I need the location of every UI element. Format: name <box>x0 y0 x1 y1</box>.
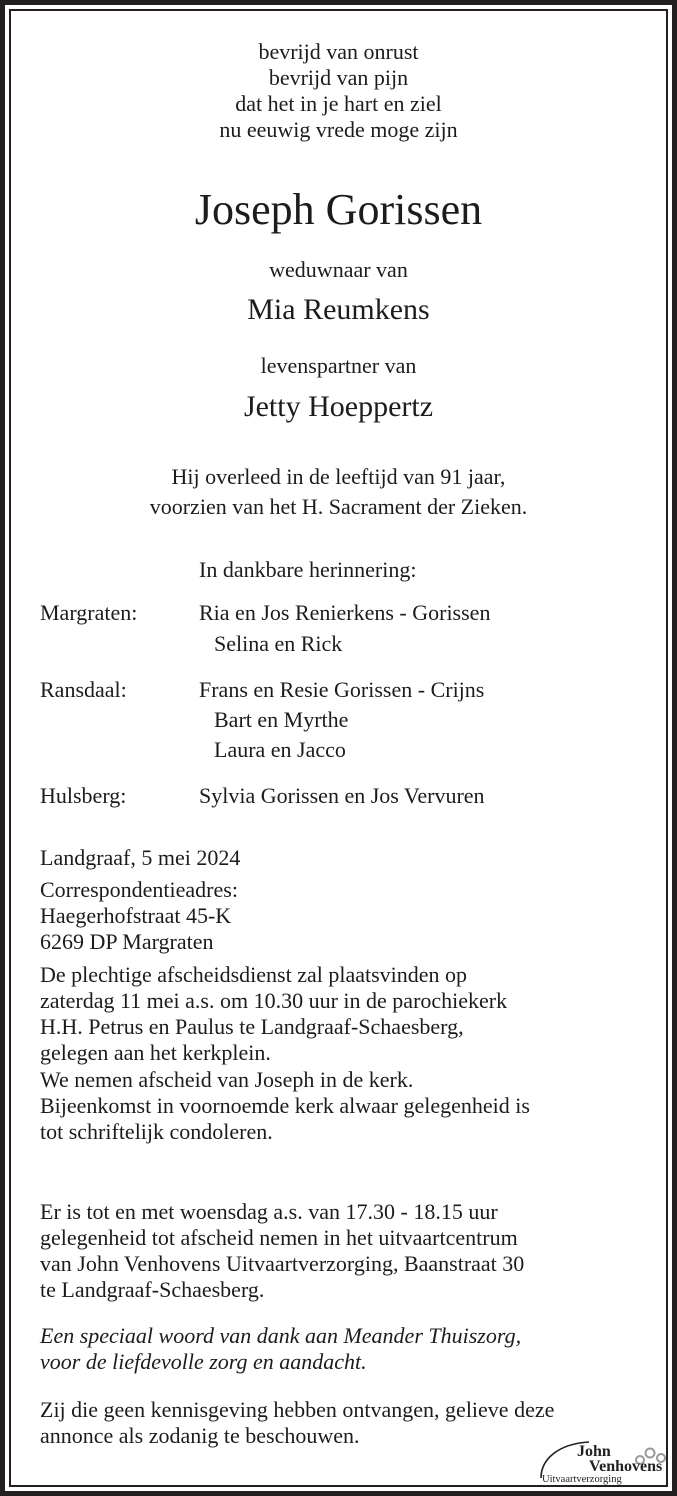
service-line: We nemen afscheid van Joseph in de kerk. <box>40 1067 414 1092</box>
svg-text:Uitvaartverzorging: Uitvaartverzorging <box>542 1474 622 1485</box>
closing-line: Zij die geen kennisgeving hebben ontvangen, gelieve deze <box>40 1397 555 1422</box>
family-line: Bart en Myrthe <box>214 707 349 732</box>
funeral-home-logo <box>537 1438 671 1486</box>
svg-text:John: John <box>577 1443 611 1460</box>
service-line: De plechtige afscheidsdienst zal plaatsvinden op <box>40 962 468 987</box>
family-line: Laura en Jacco <box>214 737 346 762</box>
family-place: Ransdaal: <box>40 677 127 702</box>
deceased-name: Joseph Gorissen <box>194 185 483 234</box>
poem-line: dat het in je hart en ziel <box>235 91 442 116</box>
viewing-line: van John Venhovens Uitvaartverzorging, Baanstraat 30 <box>40 1251 525 1276</box>
place-date: Landgraaf, 5 mei 2024 <box>40 845 241 870</box>
viewing-line: gelegenheid tot afscheid nemen in het uitvaartcentrum <box>40 1225 518 1250</box>
family-line: Selina en Rick <box>214 631 343 656</box>
address-line: Correspondentieadres: <box>40 877 238 902</box>
service-line: H.H. Petrus en Paulus te Landgraaf-Schaesberg, <box>40 1014 464 1039</box>
closing-line: annonce als zodanig te beschouwen. <box>40 1423 360 1448</box>
service-line: zaterdag 11 mei a.s. om 10.30 uur in de parochiekerk <box>40 988 508 1013</box>
service-line: Bijeenkomst in voornoemde kerk alwaar gelegenheid is <box>40 1093 530 1118</box>
poem-line: bevrijd van pijn <box>268 65 409 90</box>
service-line: gelegen aan het kerkplein. <box>40 1040 271 1065</box>
family-line: Sylvia Gorissen en Jos Vervuren <box>199 783 485 808</box>
partner-label: levenspartner van <box>260 353 417 378</box>
widower-label: weduwnaar van <box>269 257 408 282</box>
viewing-line: Er is tot en met woensdag a.s. van 17.30 - 18.15 uur <box>40 1199 498 1224</box>
poem-line: bevrijd van onrust <box>258 39 419 64</box>
address-line: Haegerhofstraat 45-K <box>40 903 232 928</box>
address-line: 6269 DP Margraten <box>40 929 214 954</box>
death-line: Hij overleed in de leeftijd van 91 jaar, <box>171 464 506 489</box>
viewing-line: te Landgraaf-Schaesberg. <box>40 1277 265 1302</box>
svg-text:Venhovens: Venhovens <box>589 1458 663 1475</box>
service-line: tot schriftelijk condoleren. <box>40 1119 273 1144</box>
death-line: voorzien van het H. Sacrament der Zieken. <box>149 494 528 519</box>
family-place: Hulsberg: <box>40 783 127 808</box>
poem-line: nu eeuwig vrede moge zijn <box>219 117 458 142</box>
spouse-name: Mia Reumkens <box>247 293 430 326</box>
memory-heading: In dankbare herinnering: <box>199 557 417 582</box>
thanks-line: Een speciaal woord van dank aan Meander Thuiszorg, <box>40 1323 522 1348</box>
family-line: Frans en Resie Gorissen - Crijns <box>199 677 485 702</box>
family-line: Ria en Jos Renierkens - Gorissen <box>199 600 491 625</box>
thanks-line: voor de liefdevolle zorg en aandacht. <box>40 1349 367 1374</box>
logo-graphic <box>537 1438 671 1486</box>
partner-name: Jetty Hoeppertz <box>243 390 434 423</box>
family-place: Margraten: <box>40 600 138 625</box>
